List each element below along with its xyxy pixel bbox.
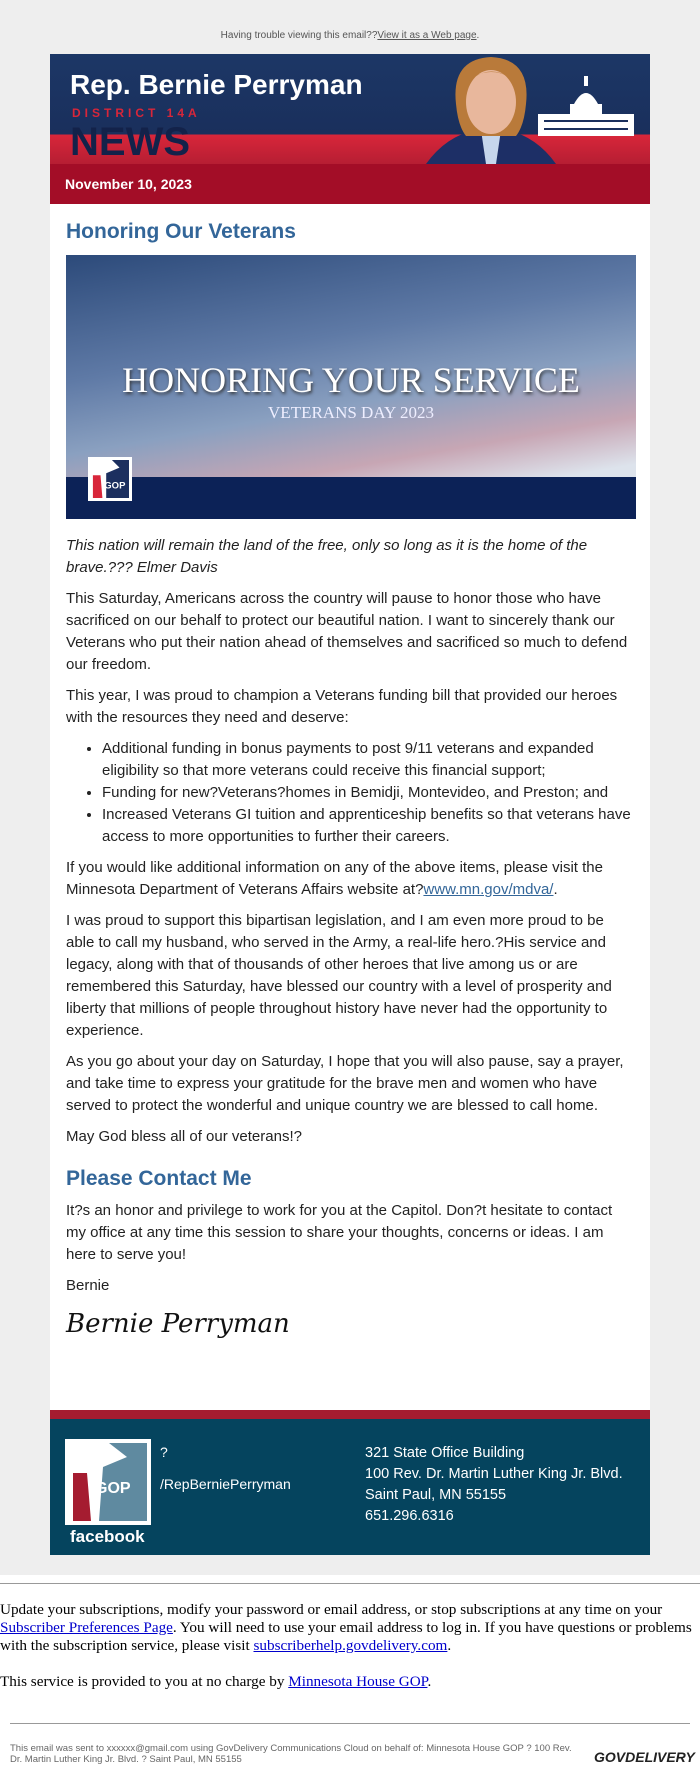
paragraph: This Saturday, Americans across the country will pause to honor those who have sacrificed on our behalf to protect our beautiful nation. I want to sincerely thank our Veterans who put their nation ahead of themselves and sacrificed so much to defend our freedom. [66,590,628,673]
list-item: • Funding for new?Veterans?homes in Bemidji, Montevideo, and Preston; and [102,782,636,804]
quote: This nation will remain the land of the free, only so long as it is the home of the brave.??? Elmer Davis [66,537,588,576]
facebook-label[interactable]: facebook [70,1527,145,1546]
text: . You will need to use your email address to log in. If you have questions or problems with the subscription service, please visit [0,1619,692,1654]
banner-subtitle: VETERANS DAY 2023 [268,403,434,422]
funding-list [102,738,636,848]
mn-house-gop-link[interactable]: Minnesota House GOP [288,1673,428,1690]
paragraph [66,857,636,901]
service-paragraph [0,1673,700,1691]
svg-text:GOP: GOP [95,1480,131,1497]
svg-text:GOP: GOP [104,480,126,492]
address-line: 321 State Office Building [365,1445,525,1461]
article-title: Honoring Our Veterans [66,220,296,243]
subscriber-preferences-link[interactable]: Subscriber Preferences Page [0,1619,173,1636]
divider [0,1583,700,1584]
subscription-paragraph [0,1601,700,1655]
trouble-viewing-line [0,30,700,41]
address-line: Saint Paul, MN 55155 [365,1487,507,1503]
paragraph: May God bless all of our veterans!? [66,1128,302,1145]
trouble-text: Having trouble viewing this email?? [220,30,378,41]
paragraph-end: . [553,881,558,898]
facebook-handle-link[interactable]: /RepBerniePerryman [160,1476,291,1492]
text: This service is provided to you at no charge by [0,1673,289,1690]
divider [10,1723,690,1724]
sent-to-notice: This email was sent to xxxxxx@gmail.com using GovDelivery Communications Cloud on behalf of: Minnesota House GOP ? 100 Rev. Dr. Martin Luther King Jr. Blvd. ? Saint Paul, MN 55155 [10,1743,572,1765]
signature-image: Bernie Perryman [66,1309,290,1339]
paragraph-text: If you would like additional information on any of the above items, please visit the Minnesota Department of Veterans Affairs website at? [66,859,603,898]
mn-house-gop-facebook-logo[interactable] [65,1439,151,1525]
contact-paragraph: It?s an honor and privilege to work for you at the Capitol. Don?t hesitate to contact my office at any time this session to share your thoughts, concerns or ideas. I am here to serve you! [66,1202,613,1263]
mn-house-gop-logo [88,457,132,501]
paragraph: As you go about your day on Saturday, I hope that you will also pause, say a prayer, and take time to express your gratitude for the brave men and women who have served to protect the wonderful and unique country we are blessed to call home. [66,1053,624,1114]
subscription-info [0,1601,700,1691]
paragraph: This year, I was proud to champion a Veterans funding bill that provided our heroes with the resources they need and deserve: [66,687,618,726]
date-bar [50,164,650,204]
contact-body [66,1200,636,1297]
address-line: 100 Rev. Dr. Martin Luther King Jr. Blvd. [365,1466,623,1482]
newsletter-date: November 10, 2023 [65,176,192,192]
paragraph: I was proud to support this bipartisan legislation, and I am even more proud to be able to call my husband, who served in the Army, a real-life hero.?His service and legacy, along with that of thousands of other heroes that live among us or are remembered this Saturday, have blessed our country with a level of prosperity and liberty that millions of people throughout history have never had the opportunity to experience. [66,912,612,1039]
banner-navy-band [66,477,636,519]
newsletter-header [50,54,650,204]
web-page-link[interactable]: View it as a Web page [377,30,477,41]
office-address [365,1443,623,1527]
email-body [50,204,650,1410]
subscriber-help-link[interactable]: subscriberhelp.govdelivery.com [253,1637,448,1654]
text: . [427,1673,432,1690]
banner-title: HONORING YOUR SERVICE [122,360,580,400]
news-label: NEWS [70,120,190,164]
contact-footer [50,1410,650,1555]
list-item: • Increased Veterans GI tuition and apprenticeship benefits so that veterans have access to more opportunities to further their careers. [102,804,636,848]
mdva-link[interactable]: www.mn.gov/mdva/ [423,881,554,898]
text: . [447,1637,452,1654]
rep-name: Rep. Bernie Perryman [70,69,363,100]
text: Update your subscriptions, modify your password or email address, or stop subscriptions at any time on your [0,1601,663,1618]
capitol-icon [538,76,634,136]
signoff: Bernie [66,1277,110,1294]
district-label: DISTRICT 14A [72,106,201,120]
list-item: • Additional funding in bonus payments to post 9/11 veterans and expanded eligibility so that more veterans could receive this financial support; [102,738,636,782]
veterans-day-banner-image [66,255,636,519]
rep-portrait-photo [426,54,556,164]
article-body [66,535,636,1148]
contact-title: Please Contact Me [66,1167,252,1190]
govdelivery-logo[interactable]: GOVDELIVERY [594,1749,695,1765]
trouble-end: . [476,30,480,41]
facebook-placeholder: ? [160,1444,168,1460]
phone-number: 651.296.6316 [365,1508,454,1524]
